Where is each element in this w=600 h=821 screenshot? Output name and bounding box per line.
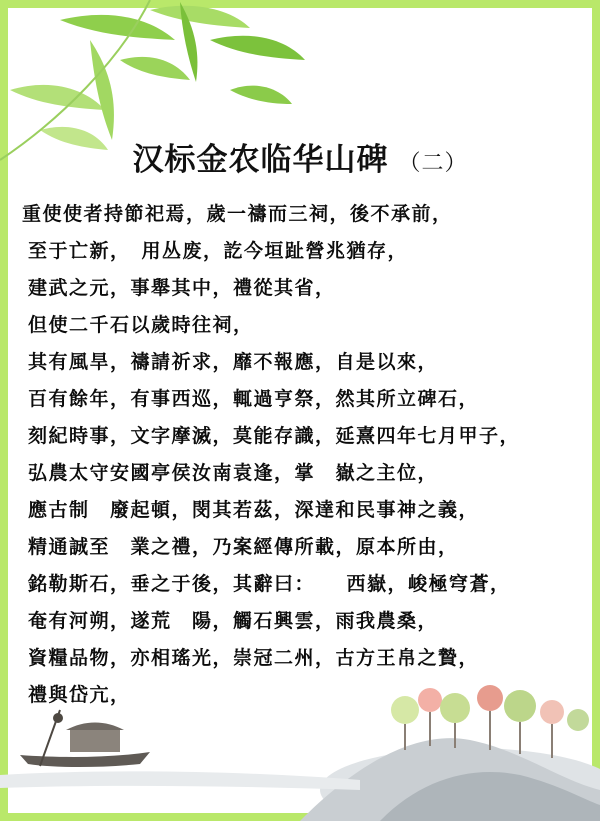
text-line: 但使二千石以歲時往祠， [28, 314, 254, 336]
landscape-decoration [0, 640, 600, 821]
title-text: 汉标金农临华山碑 [132, 142, 389, 178]
text-line: 重使使者持節祀焉，歲一禱而三祠，後不承前， [22, 203, 453, 225]
stele-text [22, 196, 600, 714]
text-line: 百有餘年，有事西巡，輒過亨祭，然其所立碑石， [28, 388, 480, 410]
text-line: 銘勒斯石，垂之于後，其辭曰： 西嶽，峻極穹蒼， [28, 573, 511, 595]
page-title [0, 134, 600, 179]
text-line: 至于亡新， 用丛废，訖今垣趾營兆猶存， [28, 240, 409, 262]
text-line: 應古制 廢起頓，閔其若茲，深達和民事神之義， [28, 499, 480, 521]
text-line: 建武之元，事舉其中，禮從其省， [28, 277, 336, 299]
text-line: 資糧品物，亦相瑤光，崇冠二州，古方王帛之贄， [28, 647, 480, 669]
title-part-number: （二） [398, 151, 468, 176]
text-line: 弘農太守安國亭侯汝南袁逢，掌 嶽之主位， [28, 462, 439, 484]
text-line: 其有風旱，禱請祈求，靡不報應，自是以來， [28, 351, 439, 373]
text-line: 刻紀時事，文字摩滅，莫能存識，延熹四年七月甲子， [28, 425, 521, 447]
text-line: 禮與岱亢， [28, 684, 131, 706]
text-line: 精通誠至 業之禮，乃案經傳所載，原本所由， [28, 536, 459, 558]
text-line: 奄有河朔，遂荒 陽，觸石興雲，雨我農桑， [28, 610, 439, 632]
